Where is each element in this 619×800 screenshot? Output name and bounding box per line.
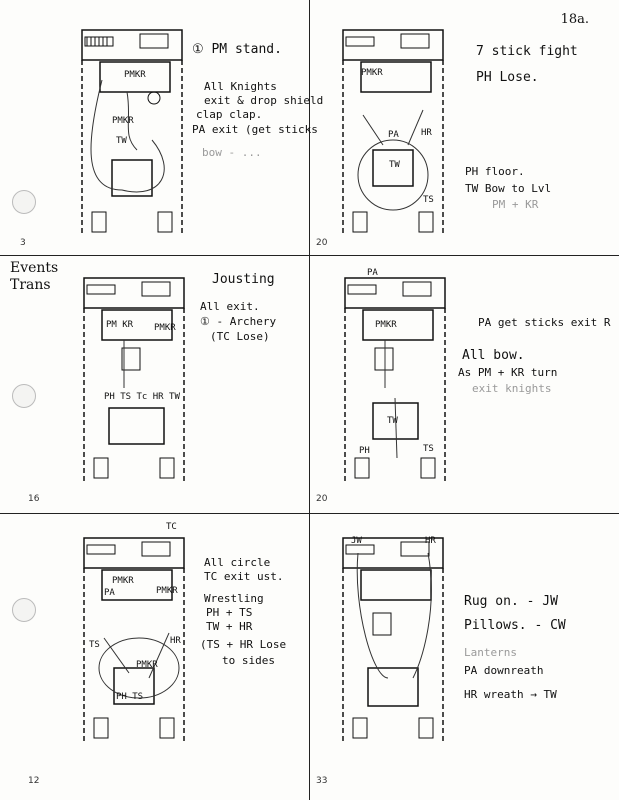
diagram-label: PA [367, 268, 378, 278]
panel-number: 16 [28, 494, 40, 504]
diagram-label: TW [387, 416, 398, 426]
cue-note: TW Bow to Lvl [465, 182, 552, 195]
diagram-label: TW [116, 136, 127, 146]
cue-note: All Knights [204, 80, 277, 93]
stage-diagram [84, 522, 184, 743]
column-divider [309, 0, 310, 800]
diagram-label: PMKR [361, 68, 383, 78]
cue-note: bow - ... [202, 146, 262, 159]
cue-note: Jousting [212, 272, 275, 287]
cue-note: Rug on. - JW [464, 594, 558, 609]
panel-number: 3 [20, 238, 26, 248]
cue-note: ① PM stand. [192, 42, 282, 57]
diagram-label: PH TS Tc HR TW [104, 392, 180, 402]
cue-note: As PM + KR turn [458, 366, 558, 379]
diagram-label: PMKR [112, 116, 134, 126]
diagram-label: PMKR [154, 323, 176, 333]
stage-diagram [343, 20, 443, 235]
binder-hole [12, 384, 36, 408]
diagram-label: PMKR [124, 70, 146, 80]
binder-hole [12, 190, 36, 214]
stage-diagram [82, 20, 182, 235]
diagram-label: PA [388, 130, 399, 140]
diagram-label: JW [351, 536, 362, 546]
cue-note: TC exit ust. [204, 570, 284, 583]
binder-hole [12, 598, 36, 622]
cue-note: (TC Lose) [210, 330, 270, 343]
events-header-line: Trans [10, 276, 51, 293]
stage-diagram [84, 268, 184, 483]
diagram-label: TS [89, 640, 100, 650]
cue-note: exit & drop shield [204, 94, 324, 107]
cue-note: PA downreath [464, 664, 544, 677]
cue-note: clap clap. [196, 108, 263, 121]
cue-note: exit knights [472, 382, 552, 395]
diagram-label: TS [423, 195, 434, 205]
cue-note: 7 stick fight [476, 44, 578, 59]
cue-note: PH Lose. [476, 70, 539, 85]
cue-note: Lanterns [464, 646, 517, 659]
cue-note: All exit. [200, 300, 260, 313]
panel-number: 20 [316, 494, 328, 504]
cue-note: Pillows. - CW [464, 618, 566, 633]
cue-note: ① - Archery [200, 315, 277, 328]
panel-number: 20 [316, 238, 328, 248]
panel-number: 12 [28, 776, 40, 786]
panel-number: 33 [316, 776, 328, 786]
cue-note: to sides [222, 654, 275, 667]
cue-note: TW + HR [206, 620, 253, 633]
cue-note: HR wreath → TW [464, 688, 557, 701]
cue-note: Wrestling [204, 592, 264, 605]
cue-note: (TS + HR Lose [200, 638, 287, 651]
diagram-label: PM KR [106, 320, 134, 330]
diagram-label: PMKR [136, 660, 158, 670]
cue-note: All circle [204, 556, 271, 569]
cue-note: PH + TS [206, 606, 253, 619]
cue-note: PA exit (get sticks [192, 123, 318, 136]
diagram-label: TS [423, 444, 434, 454]
stage-diagram [345, 268, 445, 483]
events-header [10, 260, 58, 294]
diagram-label: TC [166, 522, 177, 532]
diagram-label: PMKR [112, 576, 134, 586]
diagram-label: TW [389, 160, 400, 170]
stage-diagram [343, 528, 443, 743]
diagram-label: PMKR [375, 320, 397, 330]
diagram-label: PA [104, 588, 115, 598]
diagram-label: PH [359, 446, 370, 456]
diagram-label: PH TS [116, 692, 144, 702]
page-number: 18a. [560, 12, 589, 27]
events-header-line: Events [10, 260, 59, 276]
cue-note: All bow. [462, 348, 525, 363]
diagram-label: HR [170, 636, 181, 646]
cue-note: PH floor. [465, 165, 525, 178]
diagram-label: HR [421, 128, 432, 138]
diagram-label: HR [425, 536, 436, 546]
cue-note: PM + KR [492, 198, 539, 211]
diagram-label: PMKR [156, 586, 178, 596]
cue-note: PA get sticks exit R [478, 316, 611, 329]
